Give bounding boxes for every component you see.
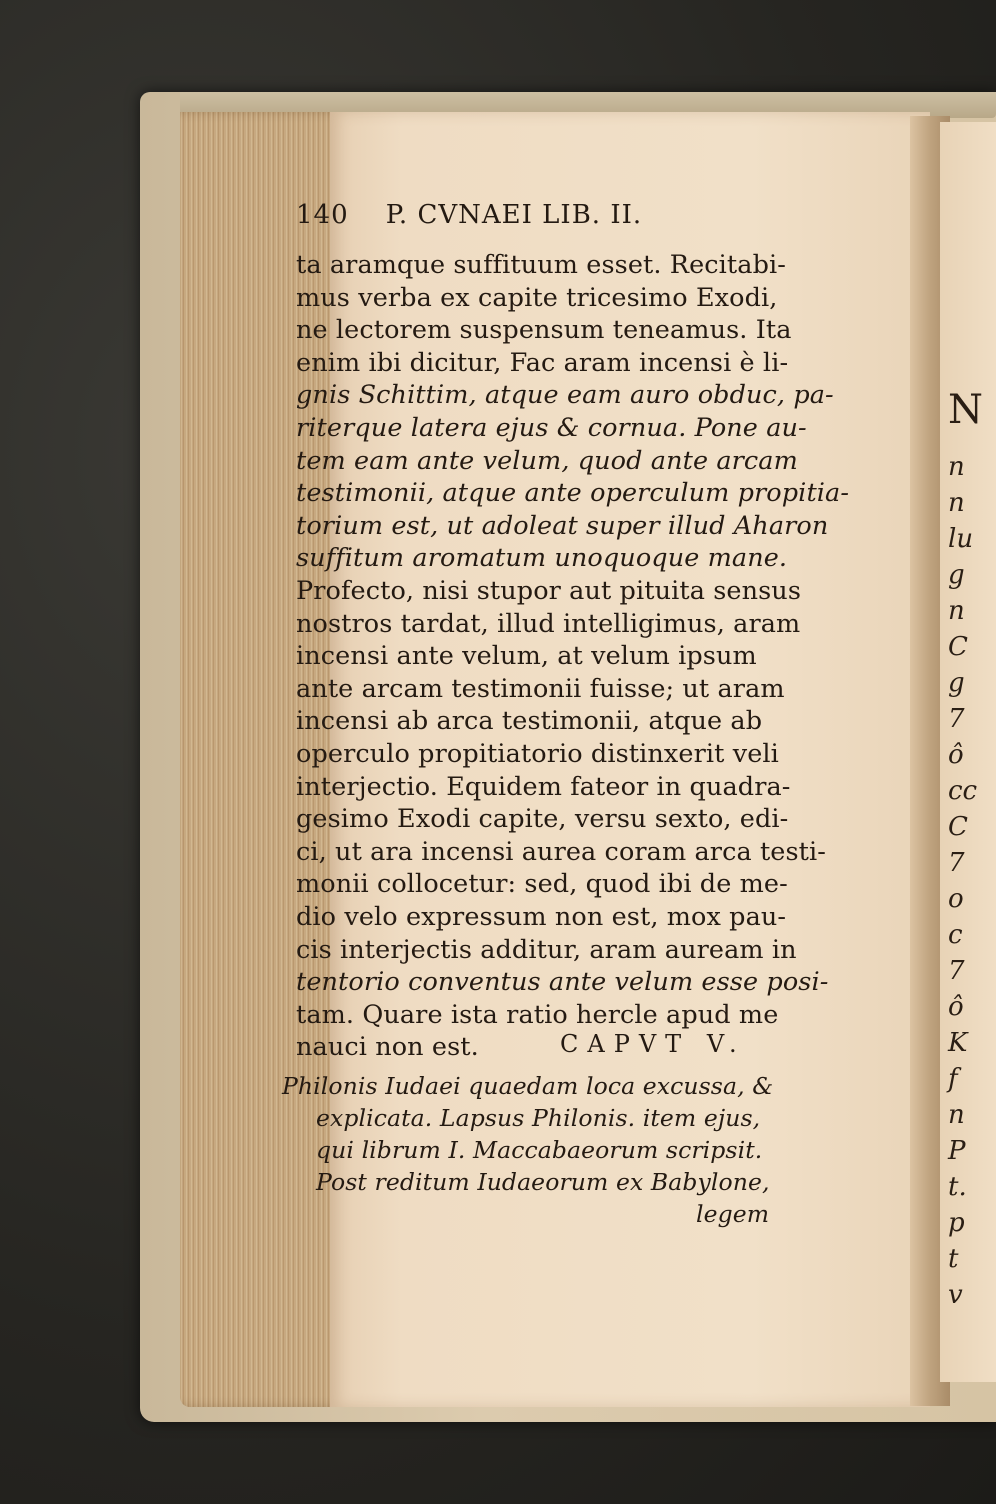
text-line: tem eam ante velum, quod ante arcam	[296, 445, 798, 476]
running-header	[296, 200, 902, 230]
summary-line: Post reditum Iudaeorum ex Babylone,	[316, 1168, 770, 1196]
right-page-fragment: t	[948, 1244, 959, 1274]
right-page-fragment: 7	[948, 848, 965, 878]
right-page-fragment: g	[948, 668, 965, 698]
text-line: torium est, ut adoleat super illud Aharon	[296, 510, 829, 541]
right-page-fragment: g	[948, 560, 965, 590]
text-line: ne lectorem suspensum teneamus. Ita	[296, 315, 792, 346]
right-page-fragment: ô	[948, 992, 964, 1022]
text-line: mus verba ex capite tricesimo Exodi,	[296, 282, 778, 313]
text-line: suffitum aromatum unoquoque mane.	[296, 543, 788, 574]
right-page-fragment: P	[948, 1136, 966, 1166]
text-line: interjectio. Equidem fateor in quadra-	[296, 771, 791, 802]
right-page-fragment: ô	[948, 740, 964, 770]
text-line: incensi ab arca testimonii, atque ab	[296, 706, 763, 737]
text-line: nauci non est.	[296, 1032, 479, 1063]
summary-line: legem	[696, 1200, 770, 1228]
summary-line: qui librum I. Maccabaeorum scripsit.	[316, 1136, 763, 1164]
right-page-fragment: C	[948, 632, 968, 662]
text-line: ci, ut ara incensi aurea coram arca testi-	[296, 836, 827, 867]
right-page-fragment: N	[948, 387, 983, 433]
right-page-fragment: v	[948, 1280, 963, 1310]
text-line: incensi ante velum, at velum ipsum	[296, 641, 757, 672]
right-page-fragment: c	[948, 920, 963, 950]
text-line: testimonii, atque ante operculum propitia-	[296, 478, 850, 509]
text-line: ta aramque suffituum esset. Recitabi-	[296, 250, 786, 280]
right-page-fragment: K	[948, 1028, 968, 1058]
right-page-fragment: p	[948, 1208, 965, 1238]
text-line: gnis Schittim, atque eam auro obduc, pa-	[296, 380, 834, 411]
summary-line: Philonis Iudaei quaedam loca excussa, &	[282, 1072, 774, 1100]
right-page-fragment: n	[948, 596, 965, 626]
text-line: ante arcam testimonii fuisse; ut aram	[296, 673, 785, 704]
text-line: monii collocetur: sed, quod ibi de me-	[296, 869, 788, 900]
text-line: cis interjectis additur, aram auream in	[296, 934, 797, 965]
text-line: nostros tardat, illud intelligimus, aram	[296, 608, 801, 639]
text-line: dio velo expressum non est, mox pau-	[296, 902, 787, 932]
text-line: enim ibi dicitur, Fac aram incensi è li-	[296, 347, 789, 378]
right-page-fragment: 7	[948, 956, 965, 986]
right-page-fragment: f	[948, 1064, 958, 1094]
text-line: tam. Quare ista ratio hercle apud me	[296, 999, 779, 1030]
right-page-fragment: C	[948, 812, 968, 842]
right-page-fragment: cc	[948, 776, 978, 806]
text-line: tentorio conventus ante velum esse posi-	[296, 967, 829, 998]
right-page-fragment: 7	[948, 704, 965, 734]
text-line: Profecto, nisi stupor aut pituita sensus	[296, 576, 802, 606]
right-page-fragment: n	[948, 1100, 965, 1130]
text-line: operculo propitiatorio distinxerit veli	[296, 739, 779, 769]
chapter-heading: CAPVT V.	[560, 1030, 746, 1058]
text-line: gesimo Exodi capite, versu sexto, edi-	[296, 804, 789, 835]
text-line: riterque latera ejus & cornua. Pone au-	[296, 413, 807, 443]
right-page-fragment: o	[948, 884, 964, 914]
right-page	[940, 122, 996, 1382]
running-title: P. CVNAEI LIB. II.	[385, 200, 643, 230]
right-page-fragment: n	[948, 452, 965, 482]
right-page-fragment: t.	[948, 1172, 967, 1202]
right-page-fragment: lu	[948, 524, 974, 554]
summary-line: explicata. Lapsus Philonis. item ejus,	[316, 1104, 761, 1132]
right-page-fragment: n	[948, 488, 965, 518]
page-number: 140	[296, 200, 349, 230]
